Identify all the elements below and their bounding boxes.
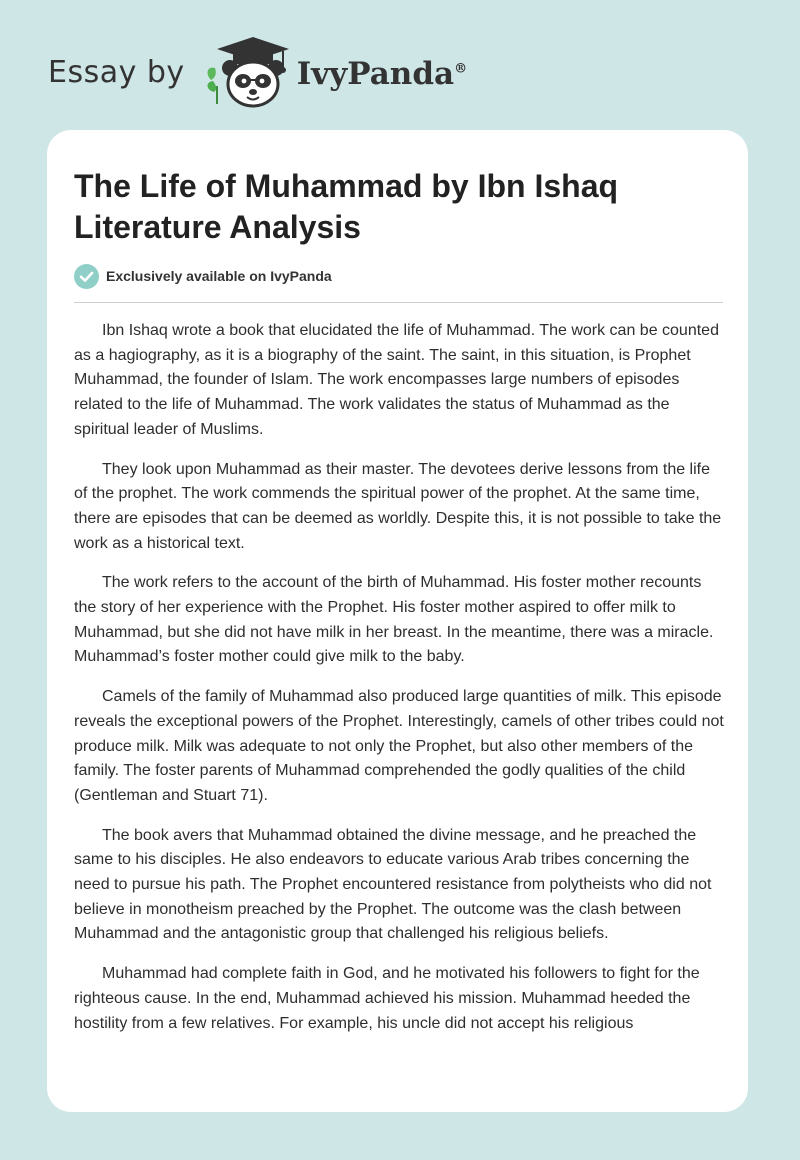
brand-name-text: IvyPanda [296, 56, 455, 92]
paragraph: Camels of the family of Muhammad also produced large quantities of milk. This episode reveals the exceptional powers of the Prophet. Interestingly, camels of other tribes could not produce milk. Milk was adequate to not only the Prophet, but also other members of the family. The foster parents of Muhammad comprehended the godly qualities of the child (Gentleman and Stuart 71). [74, 688, 724, 804]
essay-card [47, 130, 748, 1112]
essay-body [74, 319, 726, 1051]
exclusive-badge-text: Exclusively available on IvyPanda [106, 268, 332, 284]
check-icon [74, 264, 99, 289]
site-header [48, 34, 467, 110]
exclusive-badge [74, 263, 332, 289]
paragraph: Muhammad had complete faith in God, and he motivated his followers to fight for the righteous cause. In the end, Muhammad achieved his mission. Muhammad heeded the hostility from a few relatives. For example, his uncle did not accept his religious [74, 965, 700, 1032]
essay-title: The Life of Muhammad by Ibn Ishaq Literature Analysis [74, 168, 619, 245]
paragraph: They look upon Muhammad as their master. The devotees derive lessons from the life of the prophet. The work commends the spiritual power of the prophet. At the same time, there are episodes that can be deemed as worldly. Despite this, it is not possible to take the work as a historical text. [74, 460, 722, 552]
ivypanda-logo-icon[interactable] [203, 34, 295, 110]
paragraph: Ibn Ishaq wrote a book that elucidated the life of Muhammad. The work can be counted as a hagiography, as it is a biography of the saint. The saint, in this situation, is Prophet Muhammad, the founder of Islam. The work encompasses large numbers of episodes related to the life of Muhammad. The work validates the status of Muhammad as the spiritual leader of Muslims. [74, 322, 719, 438]
ivypanda-brand-name[interactable] [297, 56, 467, 92]
registered-mark: ® [454, 61, 468, 77]
paragraph: The work refers to the account of the birth of Muhammad. His foster mother recounts the story of her experience with the Prophet. His foster mother aspired to offer milk to Muhammad, but she did not have milk in her breast. In the meantime, there was a miracle. Muhammad’s foster mother could give milk to the baby. [74, 574, 714, 666]
paragraph: The book avers that Muhammad obtained the divine message, and he preached the same to his disciples. He also endeavors to educate various Arab tribes concerning the need to pursue his path. The Prophet encountered resistance from polytheists who did not believe in monotheism preached by the Prophet. The outcome was the clash between Muhammad and the antagonistic group that challenged his religious beliefs. [74, 826, 712, 943]
essay-by-label: Essay by [48, 54, 185, 90]
title-divider [74, 302, 723, 303]
